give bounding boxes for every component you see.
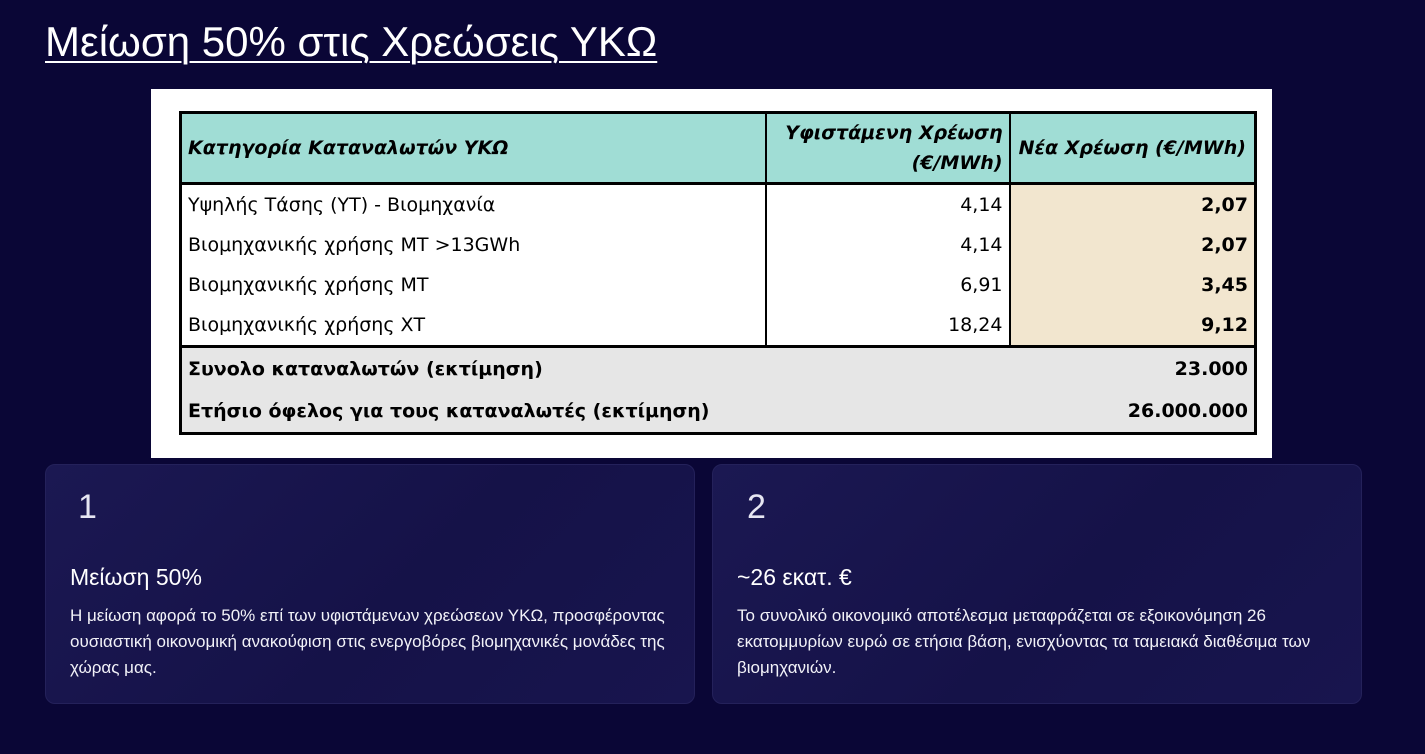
ykw-charges-table (179, 111, 1257, 435)
table-row (181, 265, 1256, 305)
row-current-charge: 6,91 (766, 265, 1010, 305)
card-heading: ~26 εκατ. € (737, 564, 852, 590)
header-current-line2: (€/MWh) (911, 152, 1003, 174)
card-description: Η μείωση αφορά το 50% επί των υφιστάμενων χρεώσεων ΥΚΩ, προσφέροντας ουσιαστική οικονομική ανακούφιση στις ενεργοβόρες βιομηχανικές μονάδες της χώρας μας. (70, 606, 665, 677)
header-current-line1: Υφιστάμενη Χρέωση (785, 122, 1003, 144)
table-row (181, 184, 1256, 226)
info-card-savings (712, 464, 1362, 704)
total-row-consumers (181, 347, 1256, 391)
row-new-charge: 3,45 (1010, 265, 1256, 305)
header-current-charge (766, 113, 1010, 184)
table-header-row (181, 113, 1256, 184)
header-new-charge: Νέα Χρέωση (€/MWh) (1010, 113, 1256, 184)
table-row (181, 225, 1256, 265)
row-category: Υψηλής Τάσης (ΥΤ) - Βιομηχανία (181, 184, 766, 226)
info-card-reduction (45, 464, 695, 704)
ykw-charges-table-image (151, 89, 1272, 458)
card-number: 2 (747, 488, 766, 526)
row-category: Βιομηχανικής χρήσης ΜΤ (181, 265, 766, 305)
slide-title: Μείωση 50% στις Χρεώσεις ΥΚΩ (45, 18, 658, 65)
total-row-annual-benefit (181, 390, 1256, 434)
row-category: Βιομηχανικής χρήσης ΧΤ (181, 305, 766, 347)
card-description: Το συνολικό οικονομικό αποτέλεσμα μεταφράζεται σε εξοικονόμηση 26 εκατομμυρίων ευρώ σε ετήσια βάση, ενισχύοντας τα ταμειακά διαθέσιμα των βιομηχανιών. (737, 606, 1311, 677)
total-value: 26.000.000 (1010, 390, 1256, 434)
row-new-charge: 2,07 (1010, 184, 1256, 226)
total-label: Συνολο καταναλωτών (εκτίμηση) (181, 347, 1010, 391)
row-current-charge: 4,14 (766, 225, 1010, 265)
total-value: 23.000 (1010, 347, 1256, 391)
row-current-charge: 4,14 (766, 184, 1010, 226)
total-label: Ετήσιο όφελος για τους καταναλωτές (εκτίμηση) (181, 390, 1010, 434)
header-category: Κατηγορία Καταναλωτών ΥΚΩ (181, 113, 766, 184)
row-new-charge: 9,12 (1010, 305, 1256, 347)
card-heading: Μείωση 50% (70, 564, 202, 590)
table-row (181, 305, 1256, 347)
row-new-charge: 2,07 (1010, 225, 1256, 265)
card-number: 1 (78, 488, 97, 526)
row-current-charge: 18,24 (766, 305, 1010, 347)
row-category: Βιομηχανικής χρήσης ΜΤ >13GWh (181, 225, 766, 265)
